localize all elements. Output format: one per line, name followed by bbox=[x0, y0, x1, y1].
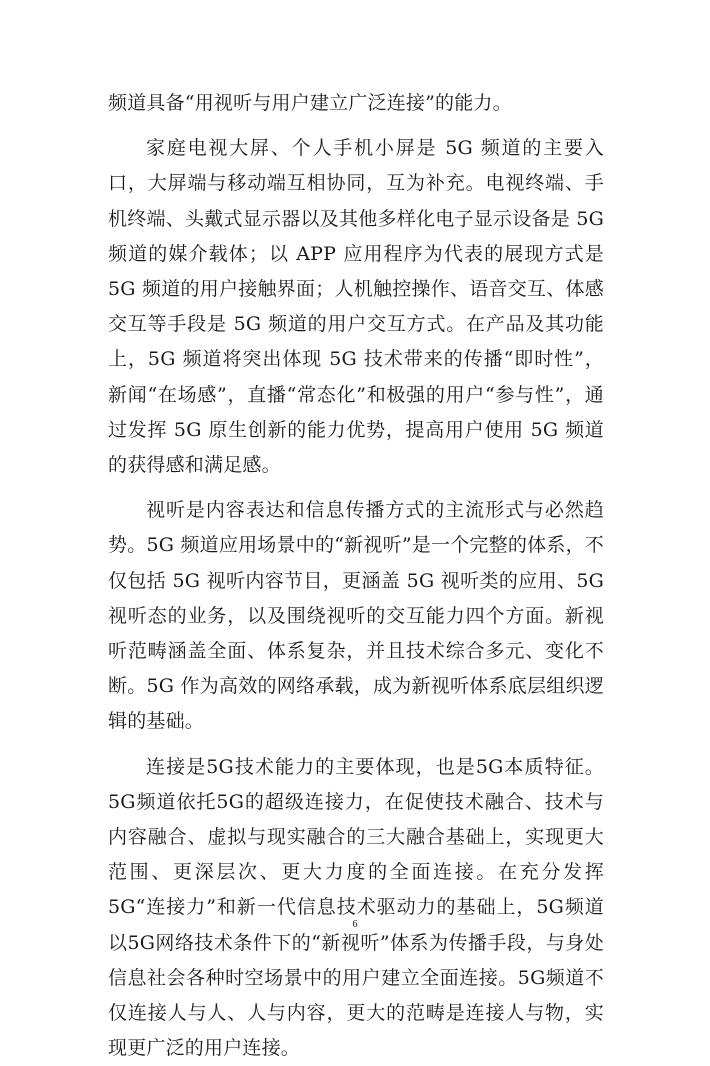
paragraph-connection: 连接是5G技术能力的主要体现，也是5G本质特征。5G频道依托5G的超级连接力，在促使技术融合、技术与内容融合、虚拟与现实融合的三大融合基础上，实现更大范围、更深层次、更大力度的全面连接。在充分发挥5G“连接力”和新一代信息技术驱动力的基础上，5G频道以5G网络技术条件下的“新视听”体系为传播手段，与身处信息社会各种时空场景中的用户建立全面连接。5G频道不仅连接人与人、人与内容，更大的范畴是连接人与物，实现更广泛的用户连接。 bbox=[108, 755, 604, 1060]
paragraph-entry-points: 家庭电视大屏、个人手机小屏是 5G 频道的主要入口，大屏端与移动端互相协同，互为补充。电视终端、手机终端、头戴式显示器以及其他多样化电子显示设备是 5G 频道的媒介载体；以 APP 应用程序为代表的展现方式是 5G 频道的用户接触界面；人机触控操作、语音交互、体感交互等手段是 5G 频道的用户交互方式。在产品及其功能上，5G 频道将突出体现 5G 技术带来的传播“即时性”，新闻“在场感”，直播“常态化”和极强的用户“参与性”，通过发挥 5G 原生创新的能力优势，提高用户使用 5G 频道的获得感和满足感。 bbox=[108, 137, 604, 477]
page-number: 6 bbox=[352, 919, 358, 930]
paragraph-new-audiovisual: 视听是内容表达和信息传播方式的主流形式与必然趋势。5G 频道应用场景中的“新视听”是一个完整的体系，不仅包括 5G 视听内容节目，更涵盖 5G 视听类的应用、5G 视听态的业务，以及围绕视听的交互能力四个方面。新视听范畴涵盖全面、体系复杂，并且技术综合多元、变化不断。5G 作为高效的网络承载，成为新视听体系底层组织逻辑的基础。 bbox=[108, 499, 604, 733]
paragraph-continuation: 频道具备“用视听与用户建立广泛连接”的能力。 bbox=[108, 92, 512, 114]
